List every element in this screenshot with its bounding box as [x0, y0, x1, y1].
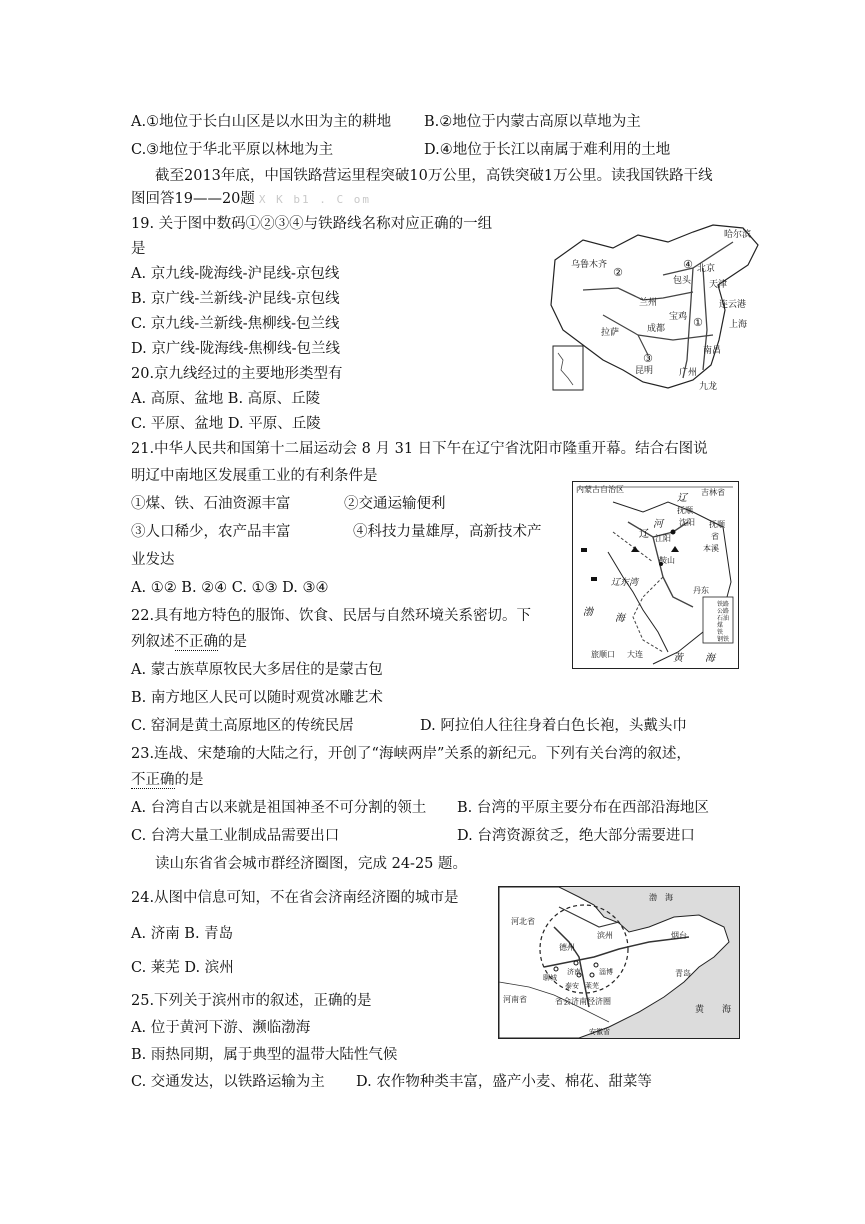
label-shanghai: 上海: [729, 320, 748, 330]
label-yantai: 烟台: [671, 931, 687, 940]
label-hai-1: 海: [615, 613, 625, 624]
q23-option-a: A. 台湾自古以来就是祖国神圣不可分割的领土: [131, 800, 427, 816]
q18-option-a: A.①地位于长白山区是以水田为主的耕地: [131, 114, 392, 130]
q23-emphasis: 不正确: [131, 772, 175, 788]
q18-option-b: B.②地位于内蒙古高原以草地为主: [424, 114, 641, 130]
label-baoji: 宝鸡: [669, 312, 688, 322]
q22-stem: 22.具有地方特色的服饰、饮食、民居与自然环境关系密切。下: [131, 608, 532, 624]
legend-steel: 钢铁: [717, 636, 730, 643]
q20-options-cd: C. 平原、盆地 D. 平原、丘陵: [131, 416, 321, 432]
watermark: X K b1 . C om: [258, 193, 371, 206]
label-jinan: 济南: [567, 968, 581, 976]
label-fushun: 抚顺: [709, 520, 725, 529]
q22-option-c: C. 窑洞是黄土高原地区的传统民居: [131, 718, 354, 734]
label-harbin: 哈尔滨: [724, 230, 752, 240]
label-liaodong-bay: 辽东湾: [611, 578, 639, 588]
q19-option-a: A. 京九线-陇海线-沪昆线-京包线: [131, 266, 340, 282]
label-hebei: 河北省: [511, 917, 535, 926]
label-anshan: 鞍山: [659, 556, 675, 565]
liaoning-map: [572, 481, 739, 669]
label-tianjin: 天津: [709, 280, 728, 290]
label-circled-3: ③: [643, 352, 653, 365]
label-sheng: 省: [711, 532, 719, 541]
label-he: 河: [653, 519, 663, 530]
intro-19-20: 截至2013年底，中国铁路营运里程突破10万公里，高铁突破1万公里。读我国铁路干线: [155, 168, 713, 184]
label-binzhou: 滨州: [597, 931, 613, 940]
label-qingdao: 青岛: [675, 969, 691, 978]
q25-option-c: C. 交通发达，以铁路运输为主: [131, 1074, 325, 1090]
q19-option-b: B. 京广线-兰新线-沪昆线-京包线: [131, 291, 340, 307]
q22-option-b: B. 南方地区人民可以随时观赏冰雕艺术: [131, 690, 383, 706]
label-laiwu: 莱芜: [585, 982, 599, 990]
q24-options-ab: A. 济南 B. 青岛: [131, 926, 234, 942]
label-liao: 辽: [677, 493, 687, 504]
label-liaocheng: 聊城: [543, 974, 557, 982]
legend-oil: 石油: [717, 615, 730, 622]
label-anhui: 安徽省: [589, 1028, 610, 1036]
label-huang: 黄: [673, 653, 683, 664]
label-baotou: 包头: [673, 276, 692, 286]
label-zibo: 淄博: [599, 968, 613, 976]
q25-stem: 25.下列关于滨州市的叙述，正确的是: [131, 993, 372, 1009]
legend-iron: 铁: [717, 629, 724, 636]
label-benxi: 本溪: [703, 544, 719, 553]
label-dalian: 大连: [627, 650, 643, 659]
q21-options: A. ①② B. ②④ C. ①③ D. ③④: [131, 580, 329, 596]
shandong-map: [498, 886, 740, 1039]
q19-stem-cont: 是: [131, 241, 146, 257]
label-lanzhou: 兰州: [639, 298, 658, 308]
q25-option-b: B. 雨热同期，属于典型的温带大陆性气候: [131, 1047, 398, 1063]
q23-stem-cont: 不正确的是: [131, 772, 204, 788]
label-nanchang: 南昌: [703, 346, 722, 356]
label-jiulong: 九龙: [699, 382, 718, 392]
label-jilin: 吉林省: [701, 488, 725, 497]
label-kunming: 昆明: [635, 366, 654, 376]
q19-option-c: C. 京九线-兰新线-焦柳线-包兰线: [131, 316, 340, 332]
q23-option-c: C. 台湾大量工业制成品需要出口: [131, 828, 340, 844]
q25-option-a: A. 位于黄河下游、濒临渤海: [131, 1020, 311, 1036]
legend-coal: 煤: [717, 622, 724, 629]
intro-19-20-cont: 图回答19——20题 X K b1 . C om: [131, 191, 371, 207]
label-fushun-top: 抚顺: [677, 506, 693, 515]
label-guangzhou: 广州: [679, 368, 698, 378]
q22-stem-cont: 列叙述不正确的是: [131, 634, 247, 650]
label-taian: 泰安: [565, 982, 579, 990]
label-chengdu: 成都: [647, 324, 666, 334]
label-circled-4: ④: [683, 258, 693, 271]
q23-option-d: D. 台湾资源贫乏，绝大部分需要进口: [457, 828, 695, 844]
q22-option-d: D. 阿拉伯人往往身着白色长袍，头戴头巾: [420, 718, 687, 734]
q22-option-a: A. 蒙古族草原牧民大多居住的是蒙古包: [131, 662, 383, 678]
q25-option-d: D. 农作物种类丰富，盛产小麦、棉花、甜菜等: [356, 1074, 652, 1090]
label-circled-1: ①: [693, 316, 703, 329]
label-jinan-circle: 省会济南经济圈: [555, 997, 611, 1006]
q21-item-2: ②交通运输便利: [344, 496, 446, 512]
q20-options-ab: A. 高原、盆地 B. 高原、丘陵: [131, 391, 321, 407]
q21-stem-cont: 明辽中南地区发展重工业的有利条件是: [131, 468, 378, 484]
q19-stem: 19. 关于图中数码①②③④与铁路线名称对应正确的一组: [131, 216, 493, 232]
label-lianyungang: 连云港: [719, 300, 747, 310]
label-jiangyang: 江阳: [655, 534, 671, 543]
q21-item-4: ④科技力量雄厚，高新技术产: [353, 524, 542, 540]
q21-item-1: ①煤、铁、石油资源丰富: [131, 496, 291, 512]
q18-option-d: D.④地位于长江以南属于难利用的土地: [424, 142, 671, 158]
label-lushunkou: 旅顺口: [591, 650, 615, 659]
q23-stem: 23.连战、宋楚瑜的大陆之行，开创了“海峡两岸”关系的新纪元。下列有关台湾的叙述，: [131, 746, 691, 762]
label-circled-2: ②: [613, 266, 623, 279]
q23-option-b: B. 台湾的平原主要分布在西部沿海地区: [457, 800, 709, 816]
q24-options-cd: C. 莱芜 D. 滨州: [131, 960, 234, 976]
q24-stem: 24.从图中信息可知，不在省会济南经济圈的城市是: [131, 890, 459, 906]
label-liao-2: 辽: [639, 529, 649, 540]
q21-item-4-cont: 业发达: [131, 552, 175, 568]
label-inner-mongolia: 内蒙古自治区: [576, 485, 624, 494]
legend-highway: 公路: [717, 608, 730, 615]
q19-option-d: D. 京广线-陇海线-焦柳线-包兰线: [131, 341, 341, 357]
label-dezhou: 德州: [559, 943, 575, 952]
intro-24-25: 读山东省省会城市群经济圈图，完成 24-25 题。: [155, 856, 468, 872]
label-hai-2: 海: [705, 653, 715, 664]
china-railway-map: [543, 220, 765, 400]
q21-stem: 21.中华人民共和国第十二届运动会 8 月 31 日下午在辽宁省沈阳市隆重开幕。结合右图说: [131, 441, 708, 457]
label-bohai: 渤 海: [649, 893, 673, 902]
label-shenyang: 沈阳: [679, 518, 695, 527]
q20-stem: 20.京九线经过的主要地形类型有: [131, 366, 343, 382]
label-bo: 渤: [583, 607, 593, 618]
label-yellow-sea: 黄 海: [695, 1005, 732, 1015]
q18-option-c: C.③地位于华北平原以林地为主: [131, 142, 334, 158]
q21-item-3: ③人口稀少，农产品丰富: [131, 524, 291, 540]
label-beijing: 北京: [697, 264, 716, 274]
label-dandong: 丹东: [693, 586, 709, 595]
label-lhasa: 拉萨: [601, 328, 620, 338]
label-henan: 河南省: [503, 995, 527, 1004]
label-urumqi: 乌鲁木齐: [571, 260, 608, 270]
q22-emphasis: 不正确: [174, 634, 218, 650]
legend-railway: 铁路: [717, 601, 730, 608]
